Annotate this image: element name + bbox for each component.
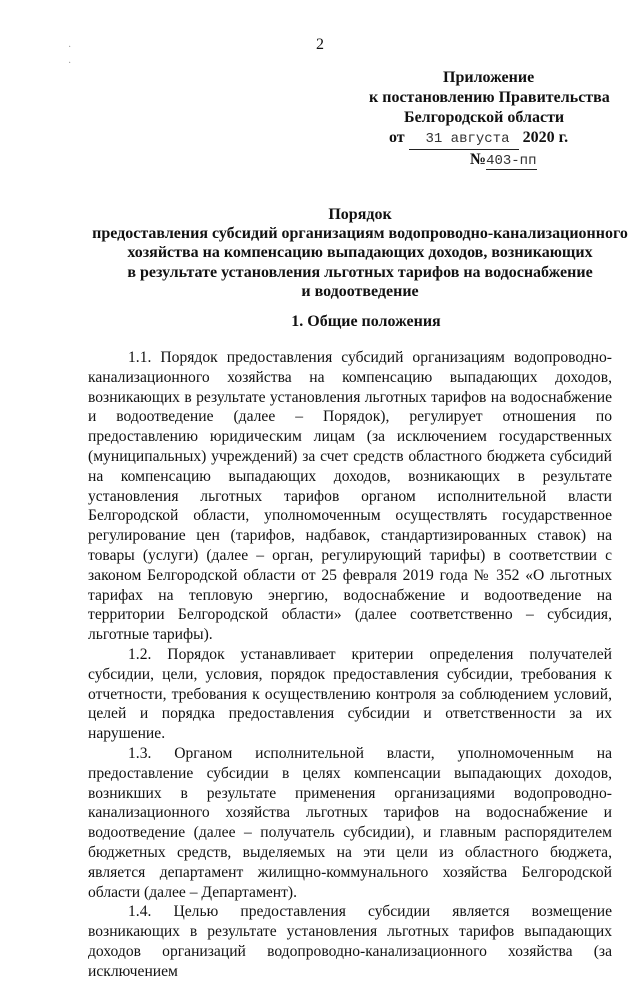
title-line-3: хозяйства на компенсацию выпадающих доходов, возникающих <box>127 244 593 262</box>
appendix-title: Приложение <box>443 69 535 86</box>
appendix-number-line <box>338 150 638 171</box>
page-number: 2 <box>316 36 324 53</box>
paragraph-1-3: 1.3. Органом исполнительной власти, уполномоченным на предоставление субсидии в целях компенсации выпадающих доходов, возникших в результате применения организациями водопроводно-канализационного хозяйства льготных тарифов на водоснабжение и водоотведение (далее – получатель субсидии), и главным распорядителем бюджетных средств, выделяемых на эти цели из областного бюджета, является департамент жилищно-коммунального хозяйства Белгородской области (далее – Департамент). <box>88 744 612 901</box>
handwritten-number: 403-пп <box>486 153 537 169</box>
date-prefix: от <box>389 129 405 146</box>
paragraph-1-1: 1.1. Порядок предоставления субсидий организациям водопроводно-канализационного хозяйства на компенсацию выпадающих доходов, возникающих в результате установления льготных тарифов на водоснабжение и водоотведение (далее – Порядок), регулирует отношения по предоставлению юридическим лицам (за исключением государственных (муниципальных) учреждений) за счет средств областного бюджета субсидий на компенсацию выпадающих доходов, возникающих в результате установления льготных тарифов органом исполнительной власти Белгородской области, уполномоченным осуществлять государственное регулирование цен (тарифов, надбавок, стандартизированных ставок) на товары (услуги) (далее – орган, регулирующий тарифы) в соответствии с законом Белгородской области от 25 февраля 2019 года № 352 «О льготных тарифах на тепловую энергию, водоснабжение и водоотведение на территории Белгородской области» (далее соответственно – субсидия, льготные тарифы). <box>88 349 612 644</box>
document-title <box>60 205 640 301</box>
title-line-5: и водоотведение <box>301 282 419 300</box>
appendix-reference: к постановлению Правительства <box>369 89 610 106</box>
title-line-4: в результате установления льготных тарифов на водоснабжение <box>127 263 593 281</box>
title-line-2: предоставления субсидий организациям водопроводно-канализационного <box>92 225 628 243</box>
appendix-block <box>338 68 638 171</box>
paragraph-1-2: 1.2. Порядок устанавливает критерии определения получателей субсидии, цели, условия, порядок предоставления субсидии, требования к отчетности, требования к осуществлению контроля за соблюдением условий, целей и порядка предоставления субсидии и ответственности за их нарушение. <box>88 645 612 743</box>
scan-speck: · <box>68 58 72 69</box>
handwritten-date <box>409 129 519 150</box>
appendix-date-line <box>338 128 638 150</box>
handwritten-date-text: 31 августа <box>425 131 510 147</box>
document-body <box>88 348 612 982</box>
section-heading: 1. Общие положения <box>291 313 441 330</box>
title-line-1: Порядок <box>328 206 392 223</box>
scan-speck: · <box>68 42 72 53</box>
number-prefix: № <box>470 151 487 168</box>
date-year: 2020 г. <box>522 129 569 146</box>
paragraph-1-4: 1.4. Целью предоставления субсидии является возмещение возникающих в результате установления льготных тарифов выпадающих доходов организаций водопроводно-канализационного хозяйства (за исключением <box>88 903 612 980</box>
appendix-region: Белгородской области <box>404 109 565 126</box>
